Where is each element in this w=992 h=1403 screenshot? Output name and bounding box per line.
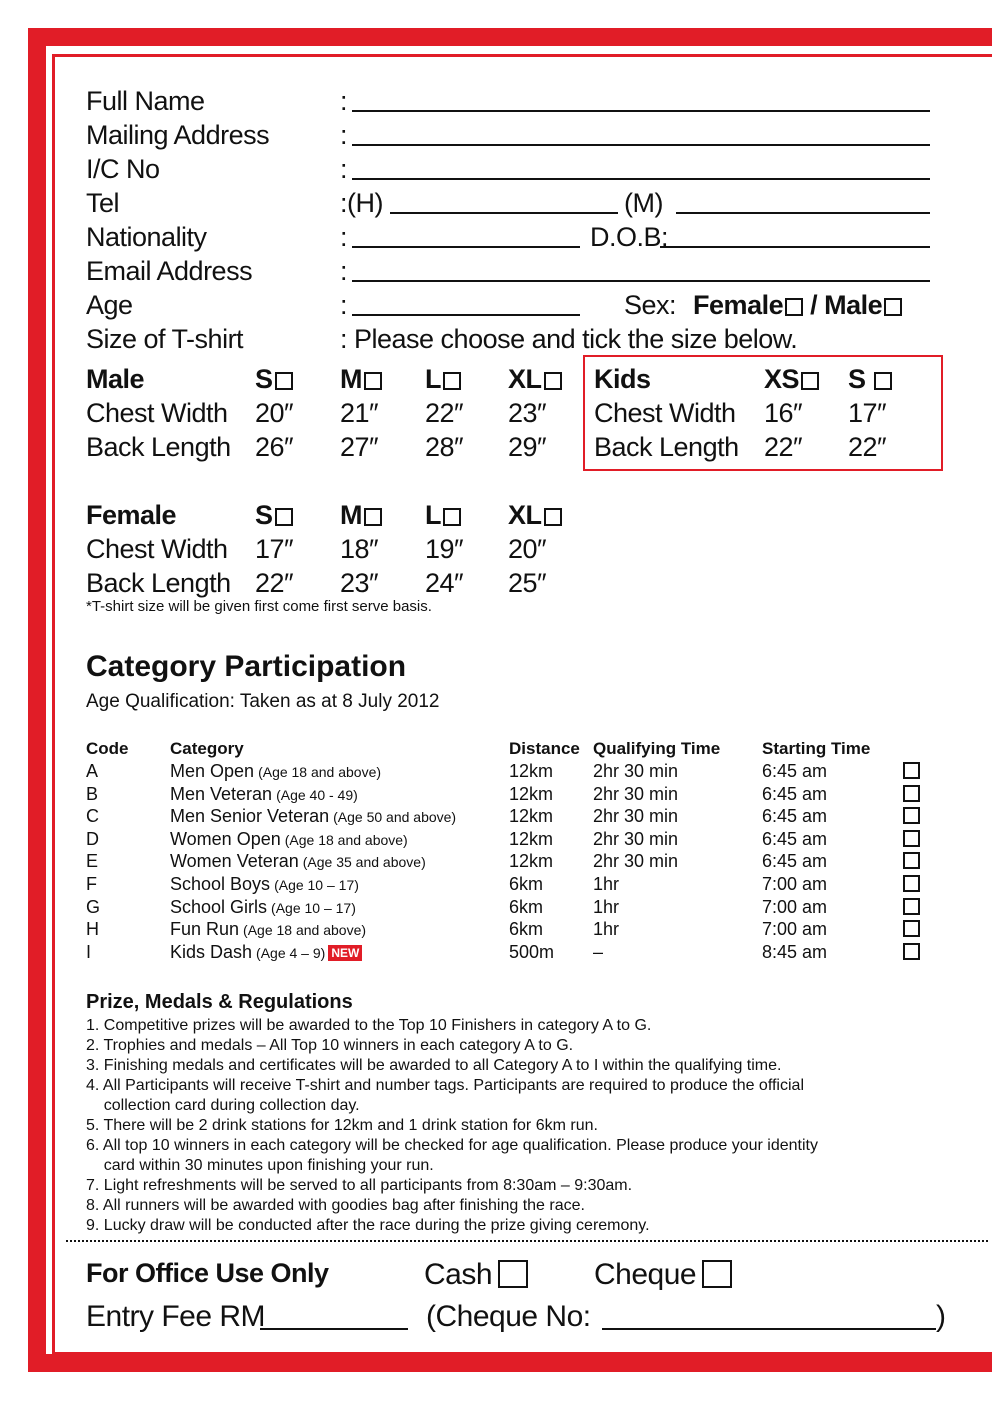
category-name-cell [170,942,362,963]
category-age-range: (Age 40 - 49) [276,786,358,803]
male-size-m [340,364,382,395]
category-qualifying-time: 2hr 30 min [593,806,679,827]
kids-xs-checkbox[interactable] [801,372,819,390]
female-xl-checkbox[interactable] [544,508,562,526]
tel-mobile-input[interactable] [676,212,930,214]
kids-chest-label: Chest Width [594,398,736,428]
category-code: D [86,828,99,849]
age-label: Age [86,290,133,320]
male-chest-value: 20″ [255,398,294,428]
prize-item: card within 30 minutes upon finishing your run. [86,1157,434,1174]
category-distance: 12km [509,851,554,872]
category-name-cell [170,897,356,918]
size-label: XL [508,500,542,530]
female-back-value: 24″ [425,568,464,598]
category-name: Fun Run [170,919,240,940]
category-name-cell [170,829,408,850]
male-size-s [255,364,293,395]
category-distance: 6km [509,874,544,894]
sex-selector [624,290,902,321]
category-distance: 6km [509,896,544,917]
prize-item: 5. There will be 2 drink stations for 12km and 1 drink station for 6km run. [86,1117,598,1134]
prize-item: 8. All runners will be awarded with goodies bag after finishing the race. [86,1197,585,1214]
size-label: S [255,364,273,394]
category-checkbox[interactable] [903,943,920,960]
category-code: B [86,783,99,804]
cash-option [424,1258,528,1292]
category-age-range: (Age 35 and above) [302,854,426,871]
prize-item: 3. Finishing medals and certificates will be awarded to all Category A to I within the qualifying time. [86,1057,782,1074]
category-distance: 12km [509,828,554,849]
kids-size-title: Kids [594,364,651,394]
category-code: A [86,761,99,781]
female-m-checkbox[interactable] [364,508,382,526]
sex-male-label: Male [824,290,883,320]
kids-s-checkbox[interactable] [874,372,892,390]
category-qualifying-time: 1hr [593,896,620,917]
tshirt-label: Size of T-shirt [86,324,244,354]
category-code: C [86,806,99,827]
sex-female-label: Female [693,290,784,320]
male-size-xl [508,364,562,395]
male-back-value: 27″ [340,432,379,462]
category-starting-time: 8:45 am [762,941,828,962]
full-name-input[interactable] [352,110,930,112]
dob-input[interactable] [660,246,930,248]
category-name-cell [170,874,359,895]
category-name-cell [170,784,358,805]
male-size-title: Male [86,364,145,394]
col-header-code: Code [86,739,129,758]
kids-back-value: 22″ [764,432,803,462]
female-size-s [255,500,293,531]
size-label: XL [508,364,542,394]
new-badge: NEW [328,945,362,961]
cheque-option [594,1258,732,1292]
male-chest-value: 23″ [508,398,547,428]
category-checkbox[interactable] [903,920,920,937]
female-size-xl [508,500,562,531]
category-name: Men Senior Veteran [170,806,330,827]
size-label: S [848,364,866,394]
cheque-checkbox[interactable] [702,1260,732,1288]
female-back-label: Back Length [86,568,231,598]
email-input[interactable] [352,280,930,282]
category-qualifying-time: 1hr [593,874,620,894]
entry-fee-input[interactable] [260,1328,408,1330]
male-chest-value: 21″ [340,398,379,428]
category-distance: 12km [509,783,554,804]
sex-male-checkbox[interactable] [884,298,902,316]
kids-size-xs [764,364,819,395]
category-name: Women Open [170,828,281,849]
cheque-no-input[interactable] [602,1328,936,1330]
tel-label: Tel [86,188,120,218]
dotted-divider [66,1240,988,1242]
prize-item: collection card during collection day. [86,1097,360,1114]
cash-checkbox[interactable] [498,1260,528,1288]
tel-mobile-label: (M) [624,188,663,218]
category-starting-time: 7:00 am [762,919,828,940]
category-distance: 12km [509,806,554,827]
category-name: School Boys [170,874,271,894]
nationality-label: Nationality [86,222,207,252]
cash-label: Cash [424,1258,493,1291]
female-chest-value: 18″ [340,534,379,564]
category-name-cell [170,851,426,872]
category-code: E [86,851,99,872]
category-qualifying-time: 2hr 30 min [593,761,679,781]
prize-item: 9. Lucky draw will be conducted after the race during the prize giving ceremony. [86,1217,650,1234]
prize-list [86,1016,818,1236]
sex-female-checkbox[interactable] [785,298,803,316]
male-s-checkbox[interactable] [275,372,293,390]
sex-separator: / [810,290,818,320]
female-chest-value: 20″ [508,534,547,564]
category-starting-time: 6:45 am [762,783,828,804]
category-age-range: (Age 18 and above) [258,764,382,780]
female-s-checkbox[interactable] [275,508,293,526]
category-starting-time: 6:45 am [762,851,828,872]
size-label: M [340,500,362,530]
category-checkbox[interactable] [903,875,920,892]
category-qualifying-time: 2hr 30 min [593,851,679,872]
category-name-cell [170,761,381,782]
female-back-value: 22″ [255,568,294,598]
category-qualifying-time: 1hr [593,919,620,940]
category-starting-time: 7:00 am [762,874,828,894]
email-label: Email Address [86,256,253,286]
male-xl-checkbox[interactable] [544,372,562,390]
colon: : [340,86,348,116]
category-starting-time: 6:45 am [762,828,828,849]
category-name: Women Veteran [170,851,299,872]
prize-item: 1. Competitive prizes will be awarded to the Top 10 Finishers in category A to G. [86,1017,652,1034]
male-back-value: 28″ [425,432,464,462]
category-age-range: (Age 18 and above) [243,922,367,939]
ic-no-label: I/C No [86,154,160,184]
office-use-title: For Office Use Only [86,1258,329,1288]
prize-item: 4. All Participants will receive T-shirt and number tags. Participants are required to produce the official [86,1077,804,1094]
mailing-address-input[interactable] [352,144,930,146]
entry-fee-label: Entry Fee RM [86,1300,266,1333]
female-chest-value: 19″ [425,534,464,564]
category-name-cell [170,806,456,827]
category-qualifying-time: – [593,941,604,962]
size-label: XS [764,364,800,394]
kids-chest-value: 17″ [848,398,887,428]
category-starting-time: 6:45 am [762,806,828,827]
female-back-value: 25″ [508,568,547,598]
mailing-address-label: Mailing Address [86,120,270,150]
category-checkbox[interactable] [903,852,920,869]
female-size-l [425,500,461,531]
category-code: H [86,919,99,940]
category-checkbox[interactable] [903,762,920,779]
category-age-range: (Age 10 – 17) [271,899,356,916]
ic-no-input[interactable] [352,178,930,180]
size-label: L [425,500,441,530]
male-chest-label: Chest Width [86,398,228,428]
colon: : [340,290,348,320]
category-qualifying-time: 2hr 30 min [593,828,679,849]
category-code: G [86,896,101,917]
category-name: School Girls [170,896,268,917]
cheque-no-close: ) [936,1300,946,1333]
size-label: S [255,500,273,530]
tel-home-input[interactable] [390,212,618,214]
category-checkbox[interactable] [903,830,920,847]
category-age-range: (Age 50 and above) [333,809,457,826]
prize-item: 6. All top 10 winners in each category will be checked for age qualification. Please produce your identity [86,1137,818,1154]
male-chest-value: 22″ [425,398,464,428]
age-input[interactable] [352,314,580,316]
prize-title: Prize, Medals & Regulations [86,991,353,1013]
male-m-checkbox[interactable] [364,372,382,390]
female-size-title: Female [86,500,177,530]
category-starting-time: 7:00 am [762,896,828,917]
category-code: I [86,941,92,962]
kids-back-label: Back Length [594,432,739,462]
female-chest-value: 17″ [255,534,294,564]
category-starting-time: 6:45 am [762,761,828,781]
female-l-checkbox[interactable] [443,508,461,526]
cheque-no-label: (Cheque No: [426,1300,591,1333]
female-back-value: 23″ [340,568,379,598]
male-size-l [425,364,461,395]
category-checkbox[interactable] [903,785,920,802]
col-header-category: Category [170,739,244,758]
category-age-range: (Age 18 and above) [284,831,408,848]
size-label: L [425,364,441,394]
col-header-distance: Distance [509,739,580,758]
male-l-checkbox[interactable] [443,372,461,390]
kids-back-value: 22″ [848,432,887,462]
prize-item: 2. Trophies and medals – All Top 10 winners in each category A to G. [86,1037,574,1054]
colon: : [340,222,348,252]
male-back-value: 26″ [255,432,294,462]
colon: : [340,154,348,184]
nationality-input[interactable] [352,246,580,248]
prize-item: 7. Light refreshments will be served to all participants from 8:30am – 9:30am. [86,1177,633,1194]
female-chest-label: Chest Width [86,534,228,564]
tel-home-label: :(H) [340,188,383,218]
male-back-label: Back Length [86,432,231,462]
category-checkbox[interactable] [903,807,920,824]
category-age-range: (Age 4 – 9) [256,944,326,961]
female-size-m [340,500,382,531]
category-qualifying-time: 2hr 30 min [593,783,679,804]
category-code: F [86,874,97,894]
size-label: M [340,364,362,394]
category-title: Category Participation [86,650,407,683]
col-header-qualifying: Qualifying Time [593,739,721,758]
colon: : [340,120,348,150]
kids-chest-value: 16″ [764,398,803,428]
category-name: Kids Dash [170,941,253,962]
category-distance: 12km [509,761,554,781]
category-checkbox[interactable] [903,898,920,915]
category-age-range: (Age 10 – 17) [274,877,359,893]
category-name: Men Veteran [170,783,273,804]
dob-label: D.O.B: [590,222,669,252]
male-back-value: 29″ [508,432,547,462]
age-qualification: Age Qualification: Taken as at 8 July 2012 [86,691,440,712]
sex-label: Sex: [624,290,677,320]
category-name: Men Open [170,761,255,781]
cheque-label: Cheque [594,1258,697,1291]
category-distance: 6km [509,919,544,940]
col-header-starting: Starting Time [762,739,871,758]
category-distance: 500m [509,941,555,962]
tshirt-size-note: *T-shirt size will be given first come first serve basis. [86,598,432,615]
kids-size-s [848,364,892,395]
tshirt-note: : Please choose and tick the size below. [340,324,798,354]
category-name-cell [170,919,366,940]
full-name-label: Full Name [86,86,205,116]
colon: : [340,256,348,286]
